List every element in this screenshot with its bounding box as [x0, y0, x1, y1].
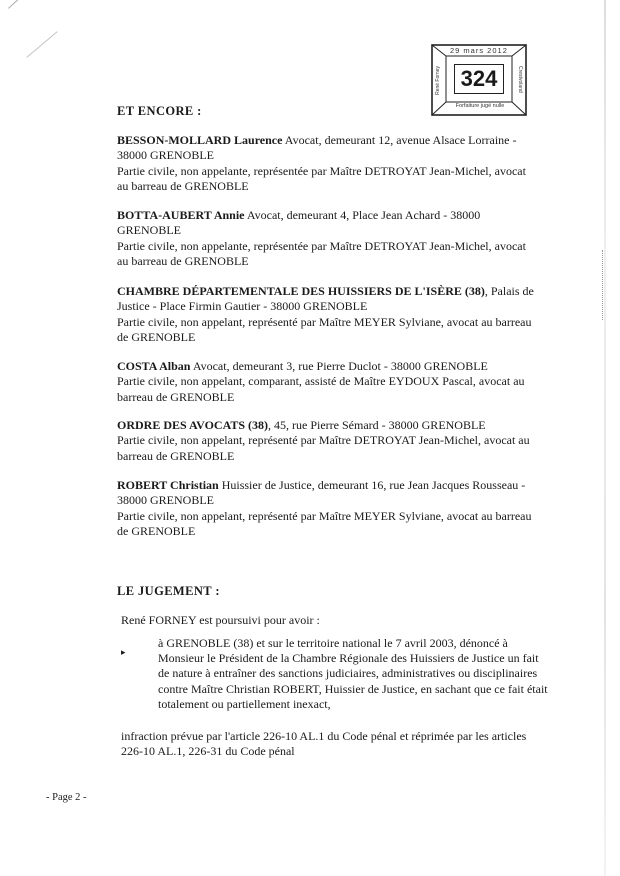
party-address: Avocat, demeurant 12, avenue Alsace Lorraine -	[282, 133, 517, 147]
jugement-intro: René FORNEY est poursuivi pour avoir :	[121, 613, 320, 627]
party-entry	[117, 133, 563, 194]
party-status-cont: au barreau de GRENOBLE	[117, 178, 249, 193]
stamp-right-text: Crestvoland	[517, 66, 523, 93]
stamp-number: 324	[454, 64, 504, 94]
party-name: BOTTA-AUBERT Annie	[117, 208, 245, 222]
section-heading-jugement: LE JUGEMENT :	[117, 584, 220, 598]
charge-line: Monsieur le Président de la Chambre Régionale des Huissiers de Justice un fait	[158, 651, 539, 666]
stamp-bottom-text: Forfaiture jugé nulle	[455, 103, 505, 109]
infraction-text	[121, 729, 571, 760]
party-address-cont: 38000 GRENOBLE	[117, 493, 214, 508]
party-status-cont: de GRENOBLE	[117, 329, 196, 344]
party-entry	[117, 208, 563, 269]
section-heading-et-encore: ET ENCORE :	[117, 104, 202, 118]
charge-line: totalement ou partiellement inexact,	[158, 696, 331, 711]
party-name: ORDRE DES AVOCATS (38)	[117, 418, 269, 432]
charge-line: de nature à entraîner des sanctions judiciaires, administratives ou disciplinaires	[158, 666, 538, 681]
party-status-cont: de GRENOBLE	[117, 523, 196, 538]
party-entry	[117, 359, 563, 405]
charge-description	[158, 636, 568, 712]
stamp-date: 29 mars 2012	[450, 46, 508, 55]
party-status-cont: barreau de GRENOBLE	[117, 389, 235, 404]
party-status: Partie civile, non appelante, représentée par Maître DETROYAT Jean-Michel, avocat	[117, 163, 526, 178]
party-status: Partie civile, non appelant, représenté par Maître MEYER Sylviane, avocat au barreau	[117, 314, 532, 329]
party-name: COSTA Alban	[117, 359, 191, 373]
bullet-arrow-icon: ▸	[121, 647, 126, 657]
page-edge-shadow	[604, 0, 606, 876]
party-status: Partie civile, non appelant, représenté par Maître DETROYAT Jean-Michel, avocat au	[117, 433, 530, 448]
party-address: Huissier de Justice, demeurant 16, rue Jean Jacques Rousseau -	[218, 478, 526, 492]
party-name: ROBERT Christian	[117, 478, 219, 492]
charge-line: à GRENOBLE (38) et sur le territoire national le 7 avril 2003, dénoncé à	[158, 636, 508, 650]
party-entry	[117, 478, 563, 539]
party-name: CHAMBRE DÉPARTEMENTALE DES HUISSIERS DE L'ISÈRE (38)	[117, 284, 485, 298]
scan-mark	[8, 0, 93, 53]
party-address: Avocat, demeurant 3, rue Pierre Duclot - 38000 GRENOBLE	[190, 359, 488, 373]
stamp-left-text: René Forney	[435, 66, 441, 95]
party-status-cont: barreau de GRENOBLE	[117, 448, 235, 463]
party-address-cont: 38000 GRENOBLE	[117, 148, 214, 163]
party-status-cont: au barreau de GRENOBLE	[117, 253, 249, 268]
party-address-cont: Justice - Place Firmin Gautier - 38000 GRENOBLE	[117, 299, 368, 314]
party-status: Partie civile, non appelant, comparant, assisté de Maître EYDOUX Pascal, avocat au	[117, 374, 525, 389]
infraction-line: infraction prévue par l'article 226-10 AL.1 du Code pénal et réprimée par les articles	[121, 729, 527, 743]
party-address: , 45, rue Pierre Sémard - 38000 GRENOBLE	[268, 418, 486, 432]
charge-line: contre Maître Christian ROBERT, Huissier de Justice, en sachant que ce fait était	[158, 681, 548, 696]
party-address: , Palais de	[484, 284, 534, 298]
party-address-cont: GRENOBLE	[117, 223, 181, 238]
infraction-line: 226-10 AL.1, 226-31 du Code pénal	[121, 744, 295, 759]
party-address: Avocat, demeurant 4, Place Jean Achard - 38000	[244, 208, 481, 222]
party-name: BESSON-MOLLARD Laurence	[117, 133, 283, 147]
page-edge-mark	[602, 250, 604, 320]
page-number: - Page 2 -	[46, 792, 87, 803]
party-status: Partie civile, non appelante, représentée par Maître DETROYAT Jean-Michel, avocat	[117, 238, 526, 253]
party-status: Partie civile, non appelant, représenté par Maître MEYER Sylviane, avocat au barreau	[117, 508, 532, 523]
reception-stamp	[424, 44, 534, 116]
party-entry	[117, 284, 563, 345]
party-entry	[117, 418, 563, 464]
